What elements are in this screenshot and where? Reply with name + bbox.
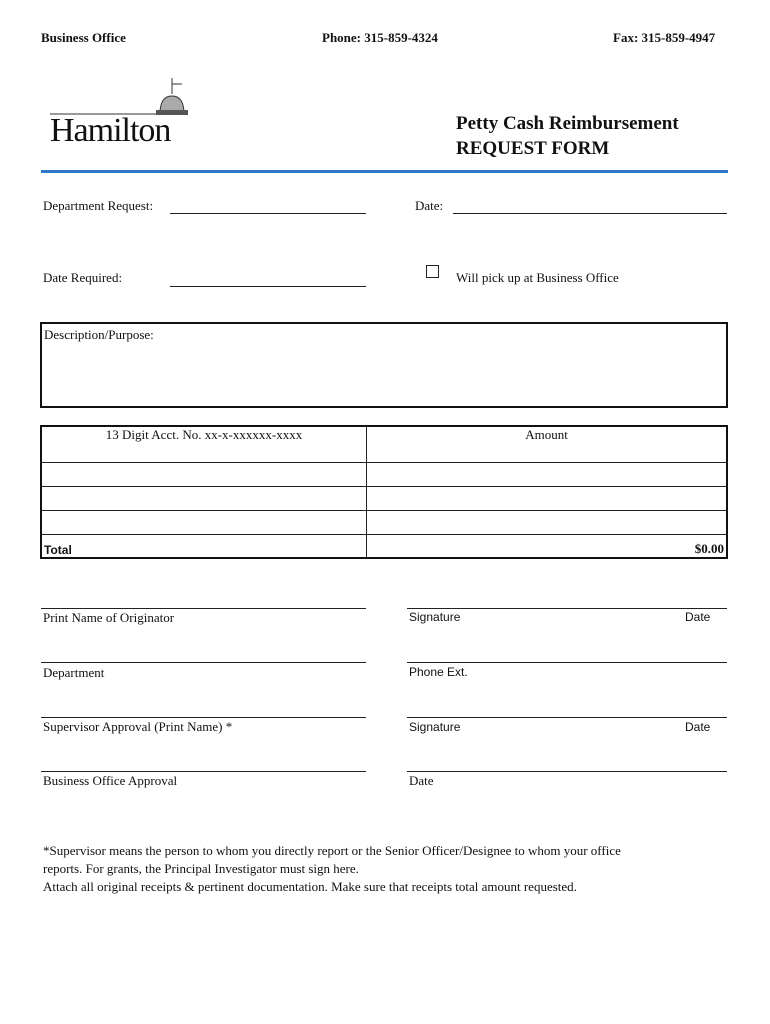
supervisor-label: Supervisor Approval (Print Name) * — [43, 719, 233, 734]
phone-label: Phone: 315-859-4324 — [322, 30, 438, 45]
footer-line1: *Supervisor means the person to whom you directly report or the Senior Officer/Designee to whom your office — [43, 843, 621, 858]
form-title — [456, 111, 679, 161]
acct-cell[interactable] — [41, 462, 367, 486]
originator-line[interactable] — [41, 608, 366, 609]
amount-cell[interactable] — [367, 510, 728, 534]
date-required-field[interactable] — [170, 286, 366, 287]
business-office-label: Business Office — [41, 30, 126, 45]
footer-line3: Attach all original receipts & pertinent documentation. Make sure that receipts total amount requested. — [43, 879, 577, 894]
acct-cell[interactable] — [41, 510, 367, 534]
amount-cell[interactable] — [367, 462, 728, 486]
department-line[interactable] — [41, 662, 366, 663]
accent-rule — [41, 170, 728, 173]
department-request-label: Department Request: — [43, 198, 154, 213]
cupola-icon — [50, 76, 190, 116]
signature-label: Signature — [409, 610, 461, 624]
signature-line[interactable] — [407, 608, 727, 609]
business-approval-label: Business Office Approval — [43, 773, 178, 788]
date-label: Date: — [415, 198, 444, 213]
department-request-field[interactable] — [170, 213, 366, 214]
account-table — [40, 425, 728, 559]
pickup-label: Will pick up at Business Office — [456, 270, 619, 285]
amount-header: Amount — [367, 426, 728, 462]
supervisor-line[interactable] — [41, 717, 366, 718]
pickup-checkbox[interactable] — [426, 265, 439, 278]
business-approval-line[interactable] — [41, 771, 366, 772]
signature-date-label: Date — [685, 610, 711, 624]
supervisor-date-label: Date — [685, 720, 711, 734]
department-label: Department — [43, 665, 105, 680]
description-label: Description/Purpose: — [44, 327, 154, 342]
supervisor-signature-label: Signature — [409, 720, 461, 734]
business-date-label: Date — [409, 773, 434, 788]
title-line1: Petty Cash Reimbursement — [456, 113, 679, 134]
originator-label: Print Name of Originator — [43, 610, 175, 625]
title-line2: REQUEST FORM — [456, 138, 610, 159]
footer-notes — [43, 842, 621, 896]
phone-ext-line[interactable] — [407, 662, 727, 663]
phone-ext-label: Phone Ext. — [409, 665, 468, 679]
total-label: Total — [41, 534, 367, 558]
acct-header: 13 Digit Acct. No. xx-x-xxxxxx-xxxx — [41, 426, 367, 462]
description-box[interactable] — [40, 322, 728, 408]
date-required-label: Date Required: — [43, 270, 123, 285]
hamilton-logo — [50, 76, 190, 148]
acct-cell[interactable] — [41, 486, 367, 510]
fax-label: Fax: 315-859-4947 — [613, 30, 716, 45]
supervisor-signature-line[interactable] — [407, 717, 727, 718]
date-field[interactable] — [453, 213, 727, 214]
total-value: $0.00 — [367, 534, 728, 558]
business-date-line[interactable] — [407, 771, 727, 772]
footer-line2: reports. For grants, the Principal Investigator must sign here. — [43, 861, 359, 876]
logo-text: Hamilton — [50, 112, 171, 149]
amount-cell[interactable] — [367, 486, 728, 510]
